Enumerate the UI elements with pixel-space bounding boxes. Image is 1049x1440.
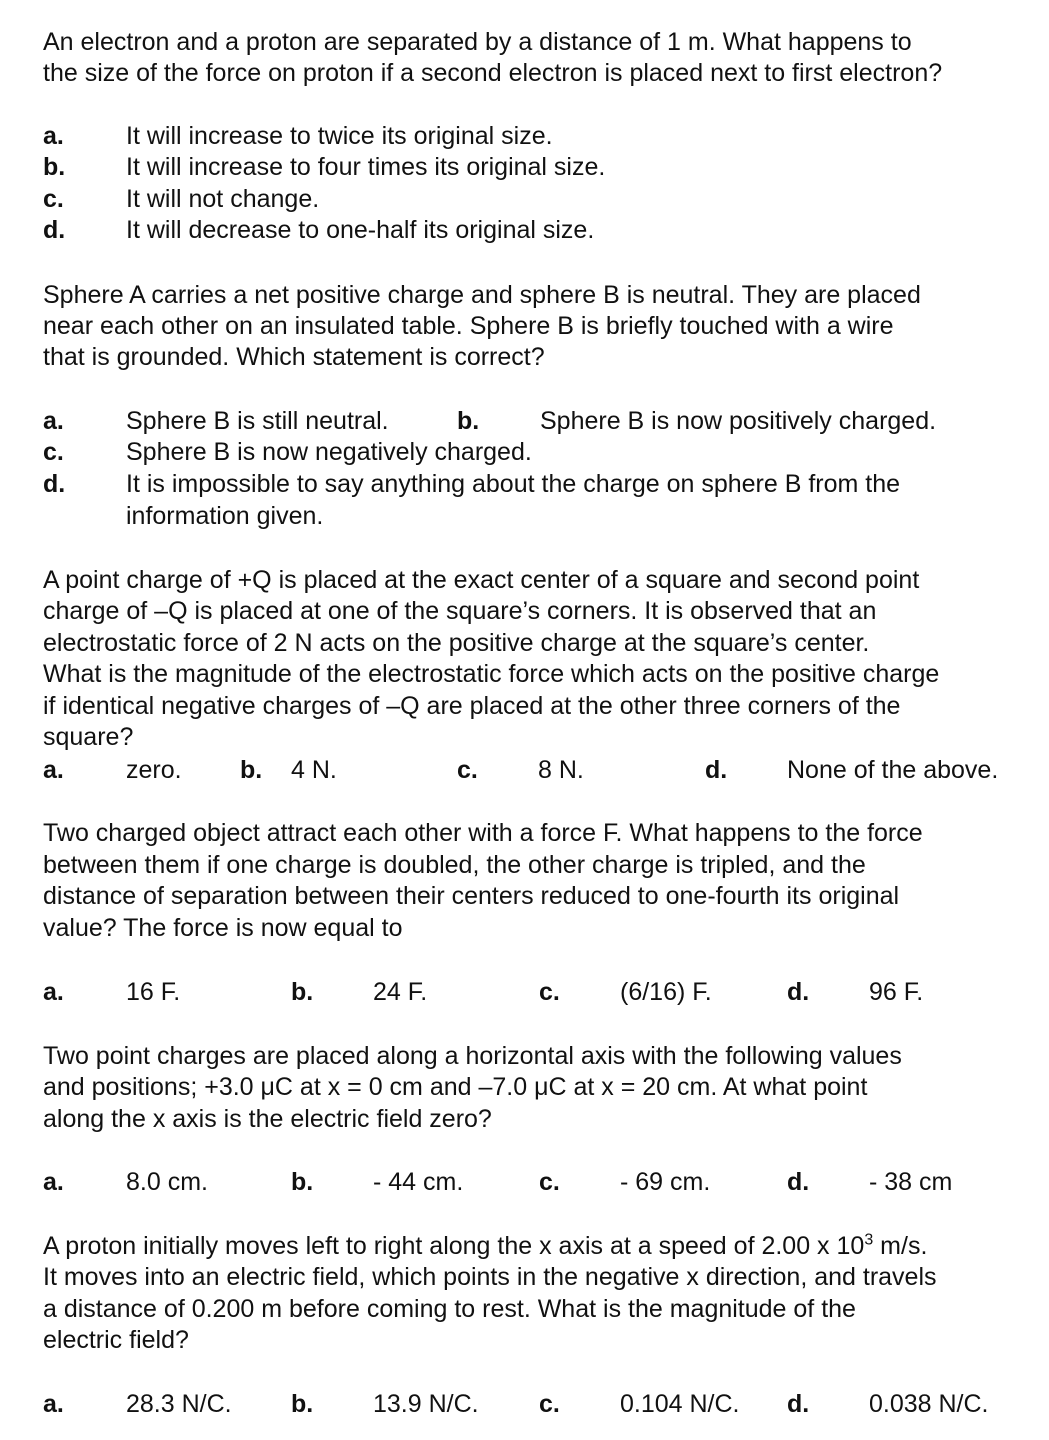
question-5-option-d-label: d. bbox=[787, 1168, 810, 1196]
question-6-option-b-text: 13.9 N/C. bbox=[373, 1390, 479, 1418]
question-3-stem-line-5: if identical negative charges of –Q are placed at the other three corners of the bbox=[43, 692, 901, 720]
question-3-stem-line-6: square? bbox=[43, 723, 134, 751]
question-1-stem-line-2: the size of the force on proton if a second electron is placed next to first electron? bbox=[43, 59, 943, 87]
question-6-stem-line-1-post: m/s. bbox=[873, 1232, 928, 1260]
question-2-option-b-label: b. bbox=[457, 407, 480, 435]
question-4-option-c-text: (6/16) F. bbox=[620, 978, 712, 1006]
question-4-option-a-label: a. bbox=[43, 978, 64, 1006]
question-3-option-d-text: None of the above. bbox=[787, 756, 999, 784]
question-4-stem-line-2: between them if one charge is doubled, the other charge is tripled, and the bbox=[43, 851, 866, 879]
question-3-option-a-text: zero. bbox=[126, 756, 182, 784]
question-2-option-c-text: Sphere B is now negatively charged. bbox=[126, 438, 532, 466]
question-5-option-d-text: - 38 cm bbox=[869, 1168, 953, 1196]
question-2-stem-line-1: Sphere A carries a net positive charge and sphere B is neutral. They are placed bbox=[43, 281, 921, 309]
question-3-option-b-text: 4 N. bbox=[291, 756, 337, 784]
question-2-stem-line-2: near each other on an insulated table. Sphere B is briefly touched with a wire bbox=[43, 312, 894, 340]
question-1-option-d-label: d. bbox=[43, 216, 66, 244]
question-5-option-b-text: - 44 cm. bbox=[373, 1168, 464, 1196]
question-3-stem-line-1: A point charge of +Q is placed at the exact center of a square and second point bbox=[43, 566, 920, 594]
question-3-option-c-text: 8 N. bbox=[538, 756, 584, 784]
question-6-exponent: 3 bbox=[864, 1231, 874, 1249]
question-2-option-d-label: d. bbox=[43, 470, 66, 498]
question-5-option-c-label: c. bbox=[539, 1168, 560, 1196]
question-6-stem-line-1 bbox=[43, 1231, 927, 1262]
question-6-option-c-label: c. bbox=[539, 1390, 560, 1418]
question-2-option-a-text: Sphere B is still neutral. bbox=[126, 407, 389, 435]
question-4-option-a-text: 16 F. bbox=[126, 978, 181, 1006]
question-2-stem-line-3: that is grounded. Which statement is correct? bbox=[43, 343, 545, 371]
question-5-option-a-label: a. bbox=[43, 1168, 64, 1196]
question-6-option-d-label: d. bbox=[787, 1390, 810, 1418]
question-4-option-b-text: 24 F. bbox=[373, 978, 428, 1006]
question-6-stem-line-4: electric field? bbox=[43, 1326, 189, 1354]
question-1-stem-line-1: An electron and a proton are separated by a distance of 1 m. What happens to bbox=[43, 28, 912, 56]
question-4-option-c-label: c. bbox=[539, 978, 560, 1006]
question-1-option-a-text: It will increase to twice its original size. bbox=[126, 122, 553, 150]
question-1-option-a-label: a. bbox=[43, 122, 64, 150]
question-4-option-d-label: d. bbox=[787, 978, 810, 1006]
question-5-stem-line-2: and positions; +3.0 μC at x = 0 cm and –7.0 μC at x = 20 cm. At what point bbox=[43, 1073, 868, 1101]
question-2-option-c-label: c. bbox=[43, 438, 64, 466]
question-6-option-b-label: b. bbox=[291, 1390, 314, 1418]
question-5-stem-line-1: Two point charges are placed along a horizontal axis with the following values bbox=[43, 1042, 902, 1070]
question-3-stem-line-3: electrostatic force of 2 N acts on the positive charge at the square’s center. bbox=[43, 629, 870, 657]
question-6-option-a-label: a. bbox=[43, 1390, 64, 1418]
question-2-option-d-text: It is impossible to say anything about the charge on sphere B from the bbox=[126, 470, 901, 498]
question-6-option-a-text: 28.3 N/C. bbox=[126, 1390, 232, 1418]
question-2-option-a-label: a. bbox=[43, 407, 64, 435]
question-4-stem-line-3: distance of separation between their centers reduced to one-fourth its original bbox=[43, 882, 900, 910]
question-5-stem-line-3: along the x axis is the electric field zero? bbox=[43, 1105, 492, 1133]
question-1-option-b-text: It will increase to four times its original size. bbox=[126, 153, 606, 181]
question-6-stem-line-3: a distance of 0.200 m before coming to rest. What is the magnitude of the bbox=[43, 1295, 856, 1323]
question-1-option-c-text: It will not change. bbox=[126, 185, 320, 213]
question-3-option-c-label: c. bbox=[457, 756, 478, 784]
question-4-option-d-text: 96 F. bbox=[869, 978, 924, 1006]
question-6-option-d-text: 0.038 N/C. bbox=[869, 1390, 989, 1418]
question-4-option-b-label: b. bbox=[291, 978, 314, 1006]
question-6-stem-line-1-pre: A proton initially moves left to right along the x axis at a speed of 2.00 x 10 bbox=[43, 1232, 865, 1260]
question-3-option-a-label: a. bbox=[43, 756, 64, 784]
question-3-option-d-label: d. bbox=[705, 756, 728, 784]
question-3-stem-line-2: charge of –Q is placed at one of the square’s corners. It is observed that an bbox=[43, 597, 877, 625]
question-1-option-d-text: It will decrease to one-half its original size. bbox=[126, 216, 595, 244]
question-3-stem-line-4: What is the magnitude of the electrostatic force which acts on the positive charge bbox=[43, 660, 940, 688]
question-2-option-b-text: Sphere B is now positively charged. bbox=[540, 407, 937, 435]
question-1-option-c-label: c. bbox=[43, 185, 64, 213]
question-5-option-a-text: 8.0 cm. bbox=[126, 1168, 208, 1196]
question-5-option-c-text: - 69 cm. bbox=[620, 1168, 711, 1196]
question-4-stem-line-1: Two charged object attract each other with a force F. What happens to the force bbox=[43, 819, 923, 847]
question-2-option-d-text-continued: information given. bbox=[126, 502, 324, 530]
question-3-option-b-label: b. bbox=[240, 756, 263, 784]
question-1-option-b-label: b. bbox=[43, 153, 66, 181]
question-6-option-c-text: 0.104 N/C. bbox=[620, 1390, 740, 1418]
question-5-option-b-label: b. bbox=[291, 1168, 314, 1196]
question-4-stem-line-4: value? The force is now equal to bbox=[43, 914, 403, 942]
question-6-stem-line-2: It moves into an electric field, which points in the negative x direction, and travels bbox=[43, 1263, 937, 1291]
